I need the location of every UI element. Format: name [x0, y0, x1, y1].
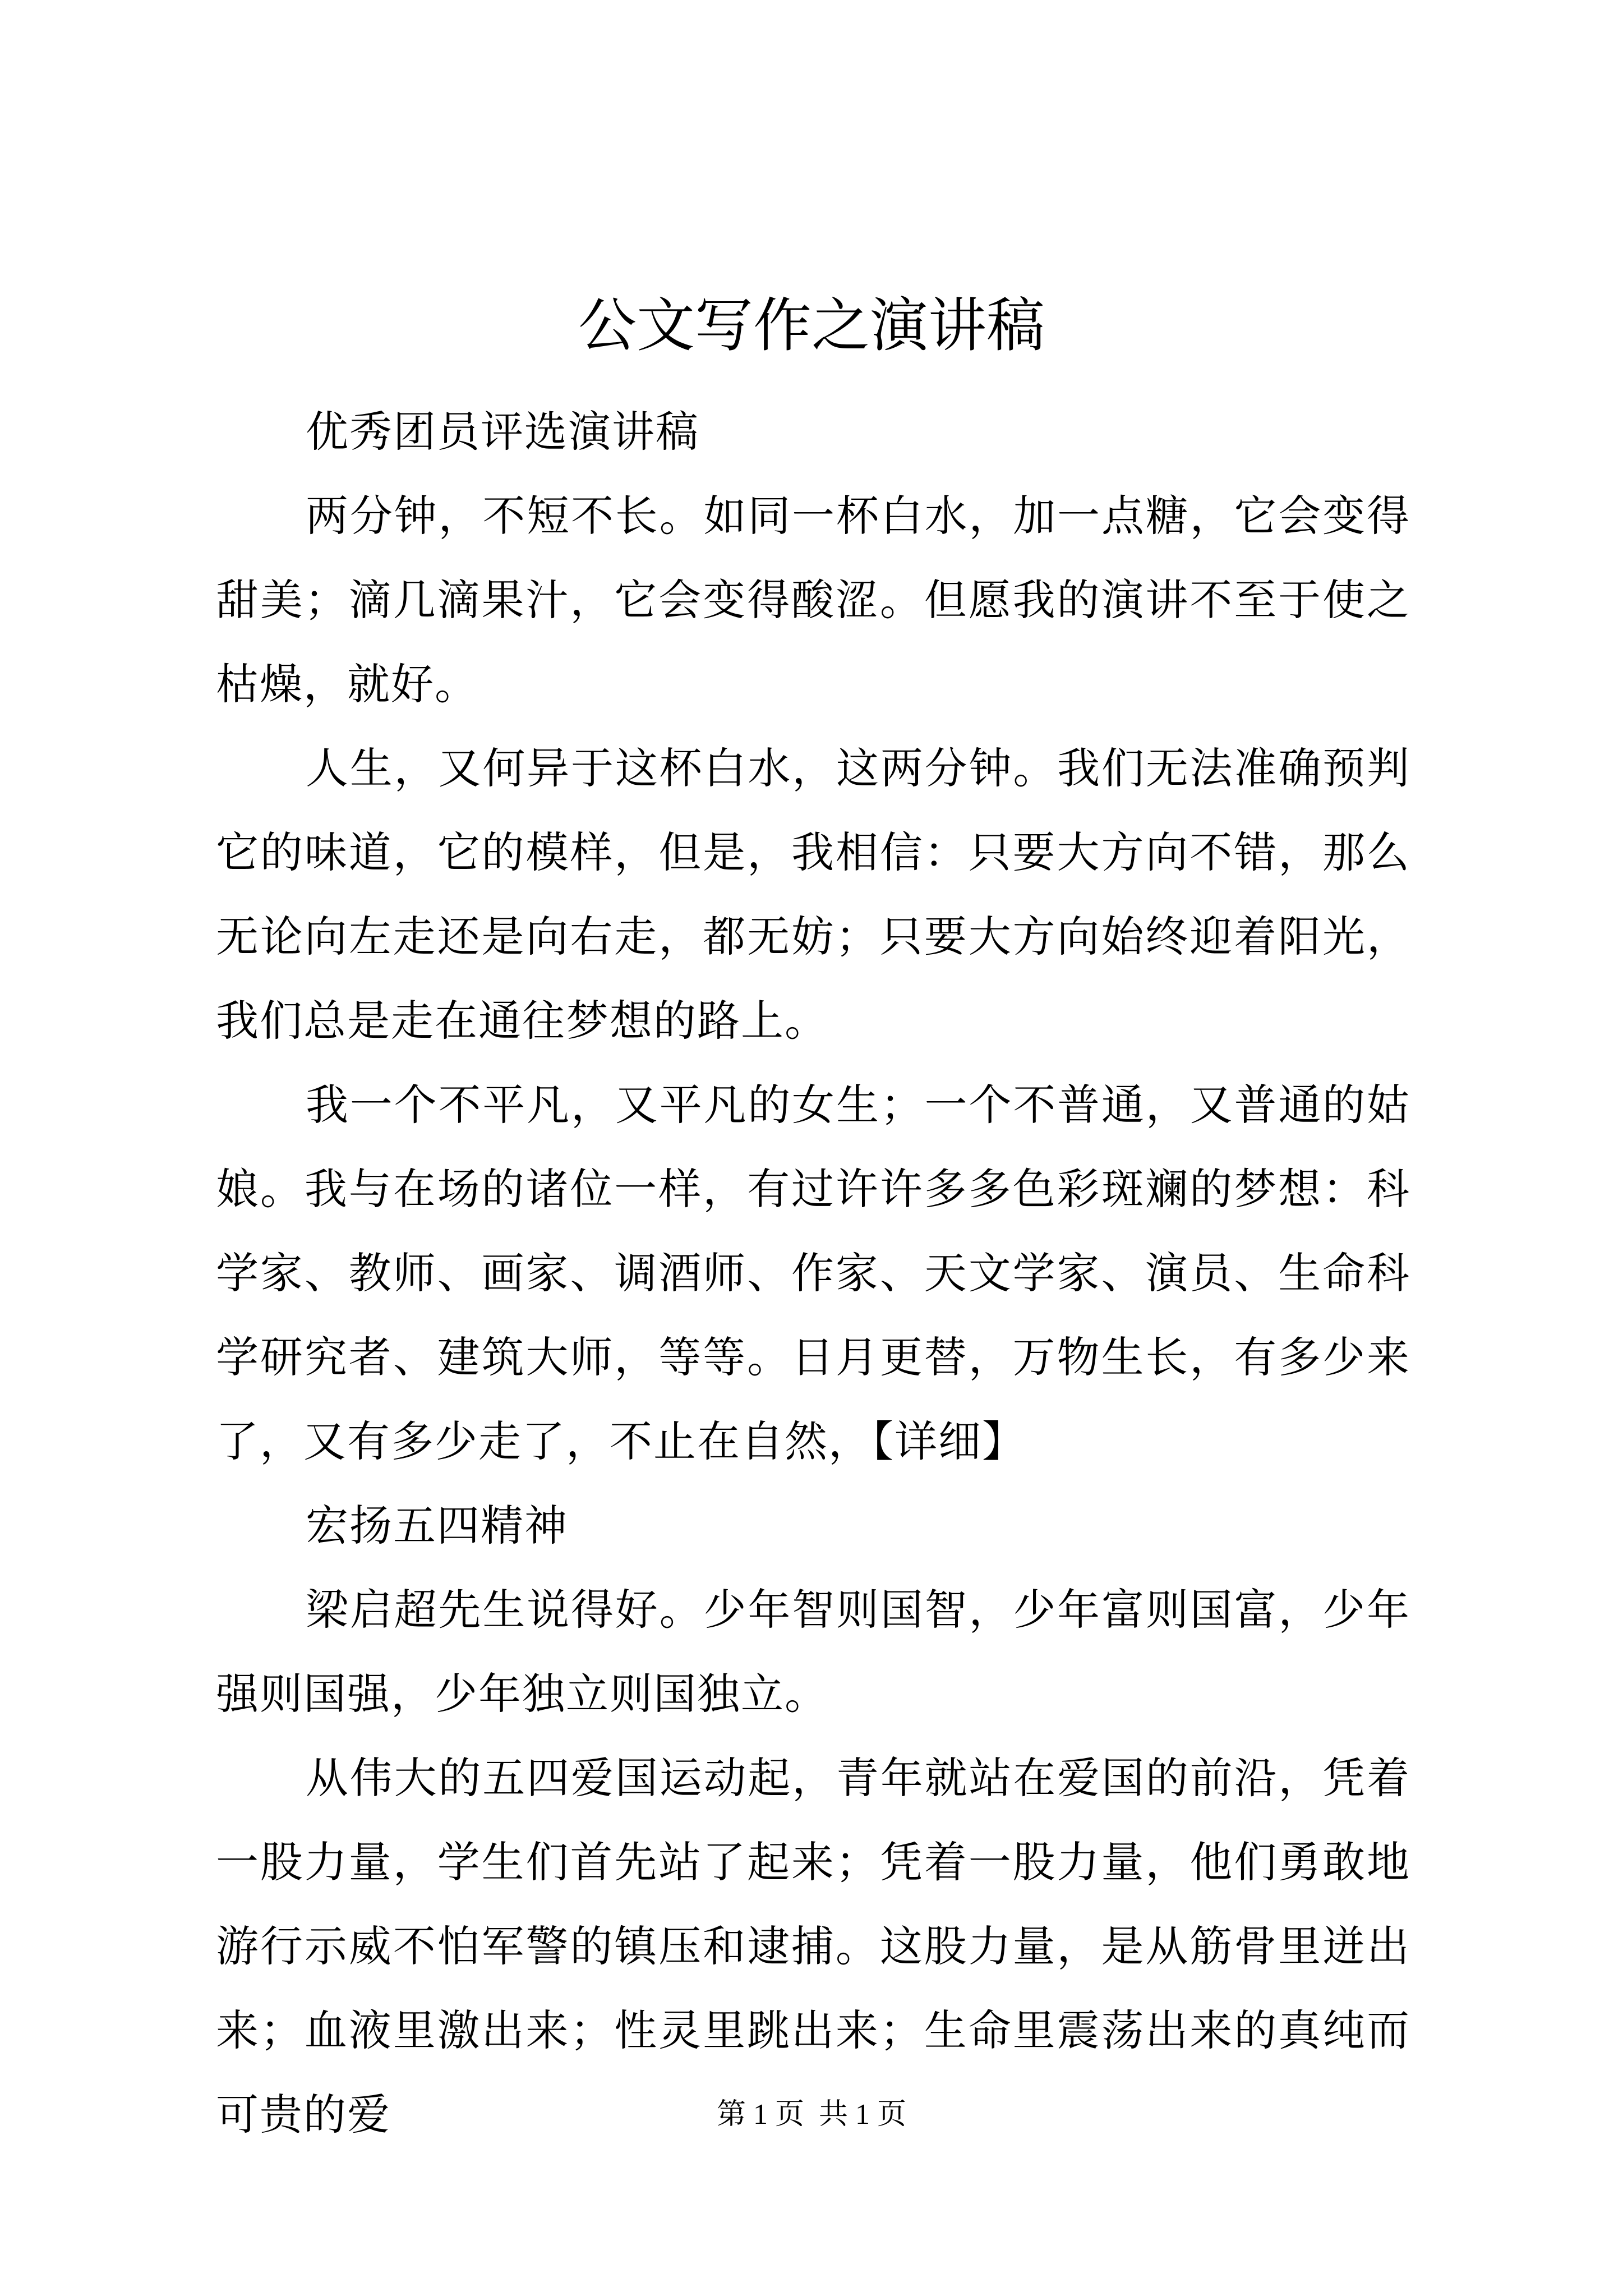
section-heading-2: 宏扬五四精神 — [306, 1501, 568, 1550]
paragraph-2: 人生，又何异于这杯白水，这两分钟。我们无法准确预判它的味道，它的模样，但是，我相信：只要大方向不错，那么无论向左走还是向右走，都无妨；只要大方向始终迎着阳光，我们总是走在通往梦想的路上。 — [216, 743, 1410, 1046]
section-heading-1: 优秀团员评选演讲稿 — [306, 407, 699, 457]
document-title: 公文写作之演讲稿 — [578, 291, 1045, 360]
page-number-label: 第 1 页 共 1 页 — [716, 2099, 906, 2131]
paragraph-4: 梁启超先生说得好。少年智则国智，少年富则国富，少年强则国强，少年独立则国独立。 — [216, 1585, 1410, 1719]
paragraph-3: 我一个不平凡，又平凡的女生；一个不普通，又普通的姑娘。我与在场的诸位一样，有过许许多多色彩斑斓的梦想：科学家、教师、画家、调酒师、作家、天文学家、演员、生命科学研究者、建筑大师，等等。日月更替，万物生长，有多少来了，又有多少走了，不止在自然，【详细】 — [216, 1080, 1410, 1466]
page-footer — [0, 2092, 1623, 2137]
paragraph-1: 两分钟，不短不长。如同一杯白水，加一点糖，它会变得甜美；滴几滴果汁，它会变得酸涩。但愿我的演讲不至于使之枯燥，就好。 — [216, 491, 1410, 709]
paragraph-5: 从伟大的五四爱国运动起，青年就站在爱国的前沿，凭着一股力量，学生们首先站了起来；凭着一股力量，他们勇敢地游行示威不怕军警的镇压和逮捕。这股力量，是从筋骨里迸出来；血液里激出来；性灵里跳出来；生命里震荡出来的真纯而可贵的爱 — [216, 1753, 1410, 2139]
document-body — [216, 390, 1410, 2157]
